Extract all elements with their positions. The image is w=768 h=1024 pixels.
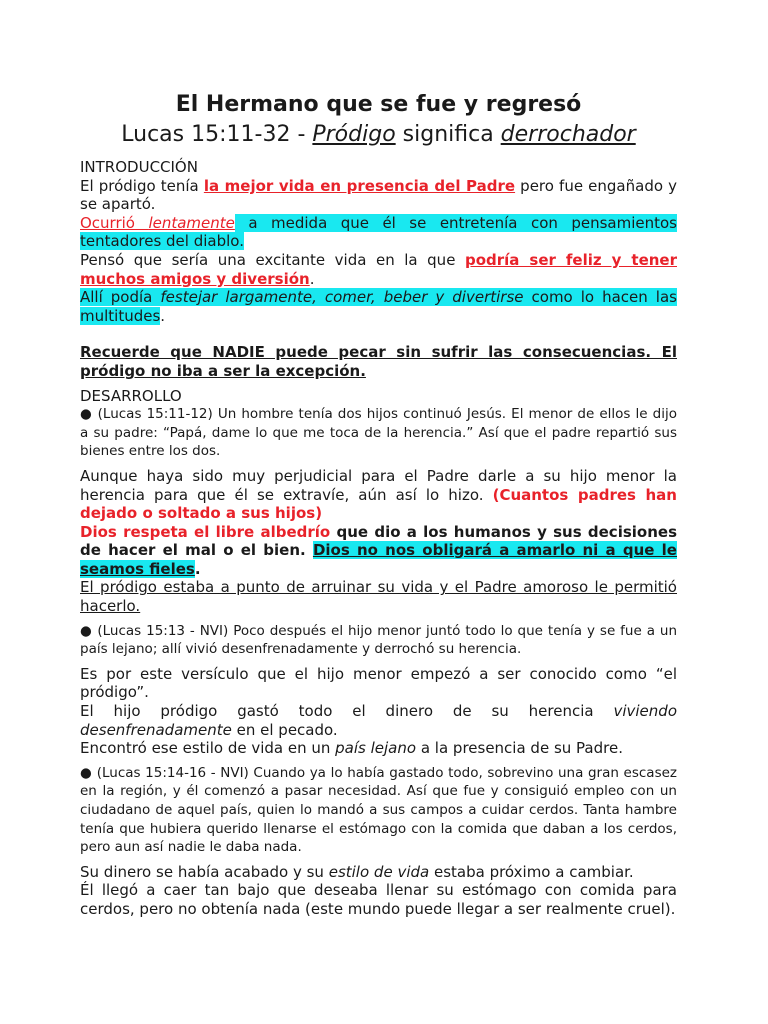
comment-2-red: Dios respeta el libre albedrío [80, 522, 331, 541]
comment-2-highlight: Dios no nos obligará a amarlo ni a que le seamos fieles [80, 541, 677, 578]
verse-3-text: (Lucas 15:14-16 - NVI) Cuando ya lo había gastado todo, sobrevino una gran escasez en la región, y él comenzó a pasar necesidad. Así que fue y consiguió empleo con un ciudadano de aquel país, quien lo mandó a sus campos a cuidar cerdos. Tanta hambre tenía que hubiera querido llenarse el estómago con la comida que daban a los cerdos, pero aun así nadie le daba nada. [80, 764, 678, 856]
verse-1-text: (Lucas 15:11-12) Un hombre tenía dos hijos continuó Jesús. El menor de ellos le dijo a su padre: “Papá, dame lo que me toca de la herencia.” Así que el padre repartió sus bienes entre los dos. [80, 406, 677, 460]
comment-5-italic: viviendo desenfrenadamente [80, 702, 677, 739]
subtitle-word-derrochador: derrochador [500, 122, 636, 147]
comment-6-text-end: a la presencia de su Padre. [416, 739, 623, 758]
intro-p4-text-b: como lo hacen las multitudes [80, 288, 677, 325]
intro-paragraph-2 [80, 214, 677, 251]
comment-2 [80, 523, 677, 579]
intro-p2-red-italic: lentamente [148, 213, 235, 232]
intro-p2-red: Ocurrió [80, 213, 149, 232]
comment-5-text-end: en el pecado. [231, 720, 338, 739]
verse-2 [80, 622, 677, 659]
intro-paragraph-3 [80, 251, 677, 288]
remember-note: Recuerde que NADIE puede pecar sin sufrir las consecuencias. El pródigo no iba a ser la excepción. [80, 343, 677, 380]
desarrollo-heading: DESARROLLO [80, 386, 182, 405]
intro-p1-text-end: pero fue engañado y se apartó. [80, 176, 677, 214]
comment-7-italic: estilo de vida [328, 862, 430, 881]
subtitle-word-prodigo: Pródigo [312, 122, 396, 147]
comment-1-red: (Cuantos padres han dejado o soltado a sus hijos) [80, 485, 677, 523]
intro-heading: INTRODUCCIÓN [80, 158, 198, 176]
comment-5-text: El hijo pródigo gastó todo el dinero de su herencia [80, 702, 614, 721]
intro-p4-text-end: . [160, 306, 166, 325]
subtitle-ref: Lucas 15:11-32 - [121, 122, 313, 147]
comment-6 [80, 739, 677, 758]
document-subtitle [80, 120, 677, 150]
verse-1 [80, 405, 677, 461]
comment-7 [80, 863, 677, 882]
verse-3 [80, 764, 677, 857]
intro-p1-text: El pródigo tenía [80, 176, 204, 195]
intro-p2-highlight: a medida que él se entretenía con pensamientos tentadores del diablo. [80, 213, 677, 251]
comment-5 [80, 702, 677, 739]
bullet-icon: ● [80, 406, 93, 423]
intro-p1-highlight: la mejor vida en presencia del Padre [203, 176, 516, 195]
document-title: El Hermano que se fue y regresó [175, 92, 582, 117]
intro-p3-text-end: . [309, 269, 315, 288]
intro-p4-highlight [80, 288, 677, 325]
intro-p4-text: Allí podía [80, 288, 161, 307]
comment-2-text: que dio a los humanos y sus decisiones de hacer el mal o el bien. [80, 522, 677, 560]
comment-6-text: Encontró ese estilo de vida en un [80, 739, 336, 758]
bullet-icon: ● [80, 764, 93, 781]
subtitle-mid: significa [395, 122, 501, 147]
comment-7-text: Su dinero se había acabado y su [80, 862, 329, 881]
comment-6-italic: país lejano [335, 739, 417, 758]
comment-7-text-end: estaba próximo a cambiar. [429, 862, 634, 881]
verse-2-text: (Lucas 15:13 - NVI) Poco después el hijo menor juntó todo lo que tenía y se fue a un país lejano; allí vivió desenfrenadamente y derrochó su herencia. [80, 622, 678, 658]
comment-1-text: Aunque haya sido muy perjudicial para el Padre darle a su hijo menor la herencia para que él se extravíe, aún así lo hizo. [80, 466, 677, 504]
bullet-icon: ● [80, 622, 93, 639]
comment-2-text-end: . [194, 559, 201, 578]
intro-paragraph-1 [80, 177, 677, 214]
comment-1 [80, 467, 677, 523]
intro-p3-text: Pensó que sería una excitante vida en la que [80, 250, 465, 269]
comment-8: Él llegó a caer tan bajo que deseaba llenar su estómago con comida para cerdos, pero no obtenía nada (este mundo puede llegar a ser realmente cruel). [80, 881, 677, 918]
intro-p3-highlight: podría ser feliz y tener muchos amigos y diversión [80, 250, 677, 288]
comment-4: Es por este versículo que el hijo menor empezó a ser conocido como “el pródigo”. [80, 664, 677, 702]
intro-p4-italic: festejar largamente, comer, beber y divertirse [160, 288, 524, 307]
intro-paragraph-4 [80, 288, 677, 325]
comment-3: El pródigo estaba a punto de arruinar su vida y el Padre amoroso le permitió hacerlo. [80, 578, 677, 616]
